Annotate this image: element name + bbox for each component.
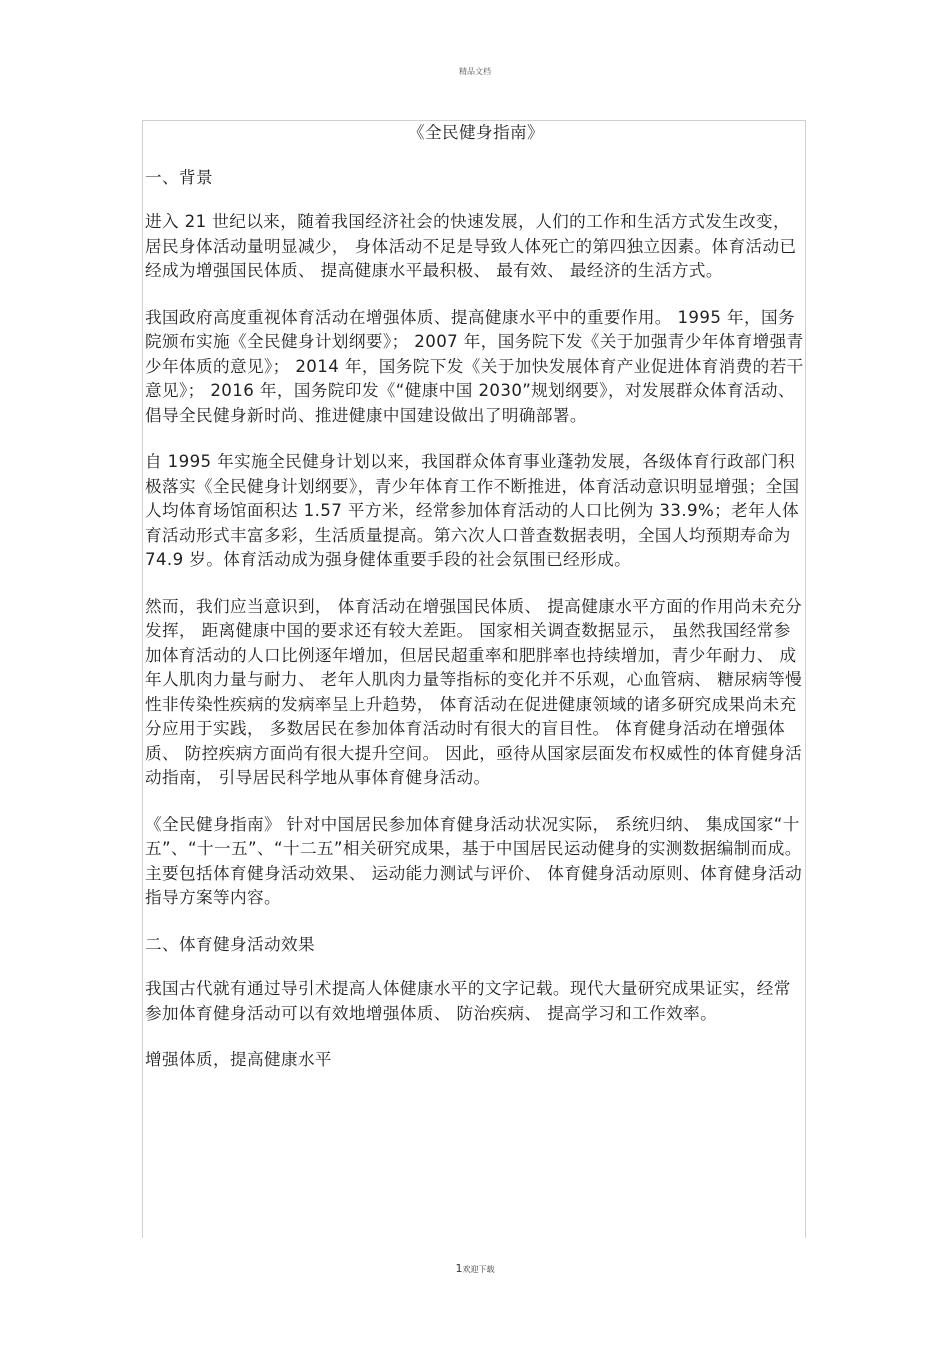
paragraph-effects: 我国古代就有通过导引术提高人体健康水平的文字记载。现代大量研究成果证实，经常参加体育健身活动可以有效地增强体质、 防治疾病、 提高学习和工作效率。 bbox=[145, 979, 791, 1023]
page-number: 1 bbox=[455, 1262, 463, 1275]
section-heading-effects: 二、体育健身活动效果 bbox=[145, 934, 315, 954]
paragraph-guide-overview: 《全民健身指南》 针对中国居民参加体育健身活动状况实际， 系统归纳、 集成国家“十五”、“十一五”、“十二五”相关研究成果，基于中国居民运动健身的实测数据编制而成。 主要包括体育健身活动效果、 运动能力测试与评价、 体育健身活动原则、体育健身活动指导方案等内容。 bbox=[145, 814, 803, 907]
footer-watermark: 欢迎下载 bbox=[462, 1265, 495, 1274]
document-body bbox=[145, 121, 807, 1093]
paragraph-progress: 自 1995 年实施全民健身计划以来，我国群众体育事业蓬勃发展，各级体育行政部门积极落实《全民健身计划纲要》，青少年体育工作不断推进，体育活动意识明显增强；全国人均体育场馆面积达 1.57 平方米，经常参加体育活动的人口比例为 33.9%；老年人体育活动形式丰富多彩，生活质量提高。第六次人口普查数据表明，全国人均预期寿命为 74.9 岁。体育活动成为强身健体重要手段的社会氛围已经形成。 bbox=[145, 452, 800, 569]
footer bbox=[0, 1262, 950, 1275]
paragraph-intro: 进入 21 世纪以来，随着我国经济社会的快速发展，人们的工作和生活方式发生改变，居民身体活动量明显减少， 身体活动不足是导致人体死亡的第四独立因素。体育活动已经成为增强国民体质、 提高健康水平最积极、 最有效、 最经济的生活方式。 bbox=[145, 212, 797, 280]
document-title: 《全民健身指南》 bbox=[408, 123, 544, 142]
section-heading-background: 一、背景 bbox=[145, 167, 213, 187]
subheading-health: 增强体质，提高健康水平 bbox=[145, 1050, 332, 1069]
paragraph-policy: 我国政府高度重视体育活动在增强体质、提高健康水平中的重要作用。 1995 年，国务院颁布实施《全民健身计划纲要》； 2007 年，国务院下发《关于加强青少年体育增强青少年体质的意见》； 2014 年，国务院下发《关于加快发展体育产业促进体育消费的若干意见》； 2016 年，国务院印发《“健康中国 2030”规划纲要》，对发展群众体育活动、倡导全民健身新时尚、推进健康中国建设做出了明确部署。 bbox=[145, 307, 804, 425]
paragraph-challenges: 然而，我们应当意识到， 体育活动在增强国民体质、 提高健康水平方面的作用尚未充分发挥， 距离健康中国的要求还有较大差距。 国家相关调查数据显示， 虽然我国经常参加体育活动的人口比例逐年增加，但居民超重率和肥胖率也持续增加，青少年耐力、 成年人肌肉力量与耐力、 老年人肌肉力量等指标的变化并不乐观，心血管病、 糖尿病等慢性非传染性疾病的发病率呈上升趋势， 体育活动在促进健康领域的诸多研究成果尚未充分应用于实践， 多数居民在参加体育活动时有很大的盲目性。 体育健身活动在增强体质、 防控疾病方面尚有很大提升空间。 因此，亟待从国家层面发布权威性的体育健身活动指南， 引导居民科学地从事体育健身活动。 bbox=[145, 596, 803, 787]
header-watermark: 精品文档 bbox=[459, 67, 491, 76]
